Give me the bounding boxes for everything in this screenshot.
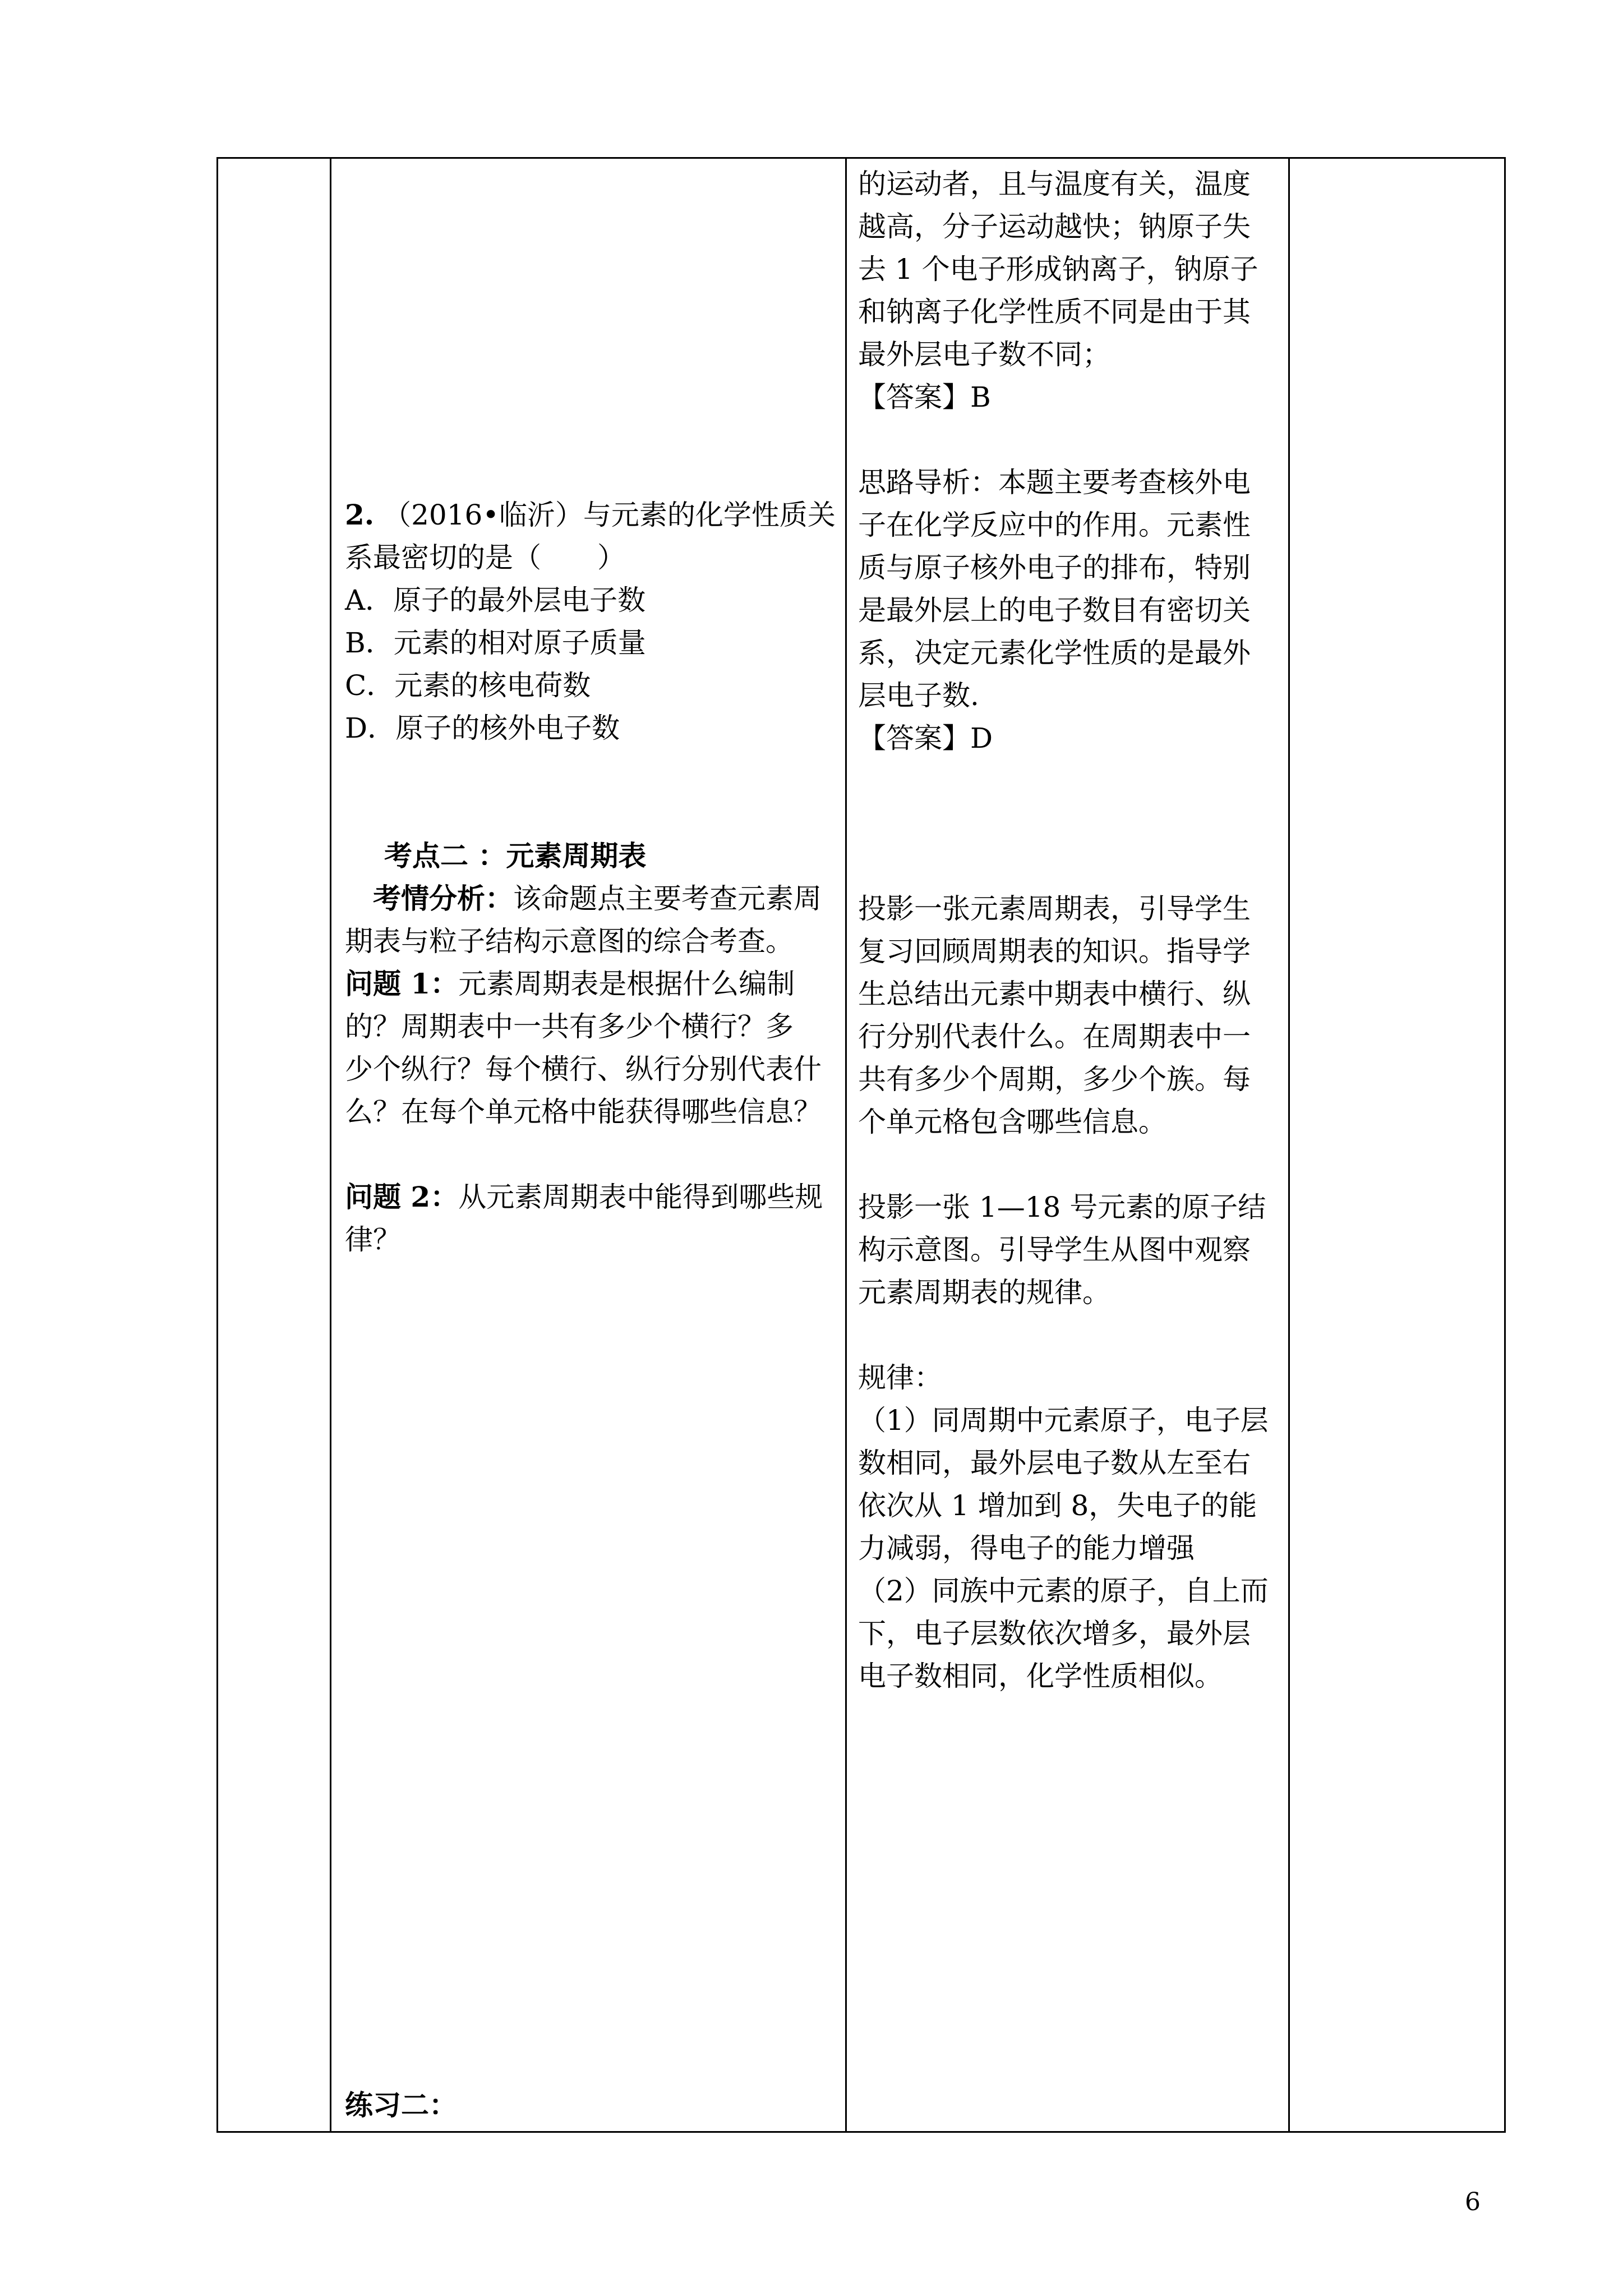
rule-line: 依次从 1 增加到 8，失电子的能: [858, 1489, 1257, 1522]
projection-2-line: 元素周期表的规律。: [858, 1276, 1110, 1309]
analysis-2-line: 质与原子核外电子的排布，特别: [858, 551, 1251, 584]
analysis-2-line: 是最外层上的电子数目有密切关: [858, 594, 1251, 627]
projection-1-line: 行分别代表什么。在周期表中一: [858, 1020, 1251, 1053]
topic-2-title: 考点二 ：元素周期表: [384, 839, 647, 872]
question-1-line: 少个纵行？每个横行、纵行分别代表什: [345, 1053, 822, 1085]
rule-line: （2）同族中元素的原子，自上而: [858, 1575, 1269, 1607]
projection-2-line: 构示意图。引导学生从图中观察: [858, 1234, 1251, 1266]
analysis-2-line: 层电子数.: [858, 679, 979, 712]
rule-line: 力减弱，得电子的能力增强: [858, 1532, 1195, 1565]
exercise-label: 练习二：: [345, 2088, 457, 2122]
question-2-line: 从元素周期表中能得到哪些规: [458, 1181, 823, 1213]
question-stem-line: （2016•临沂）与元素的化学性质关: [383, 499, 836, 531]
projection-1-line: 共有多少个周期，多少个族。每: [858, 1063, 1251, 1096]
explanation-line: 的运动者，且与温度有关，温度: [858, 168, 1251, 200]
explanation-line: 越高，分子运动越快；钠原子失: [858, 210, 1251, 243]
projection-2-line: 投影一张 1—18 号元素的原子结: [858, 1191, 1266, 1223]
answer-1: 【答案】B: [858, 381, 991, 413]
table-border-3: [845, 158, 847, 2133]
explanation-line: 最外层电子数不同；: [858, 338, 1110, 371]
explanation-line: 去 1 个电子形成钠离子，钠原子: [858, 253, 1258, 286]
page-number: 6: [1465, 2188, 1481, 2216]
analysis-line: 期表与粒子结构示意图的综合考查。: [345, 925, 794, 958]
question-stem-line: 系最密切的是（ ）: [345, 541, 625, 574]
option-c: C．元素的核电荷数: [345, 669, 591, 702]
answer-2: 【答案】D: [858, 722, 993, 754]
left-content-column: [345, 494, 838, 1261]
rule-line: 下，电子层数依次增多，最外层: [858, 1617, 1251, 1650]
table-border-2: [330, 158, 331, 2133]
analysis-2-line: 子在化学反应中的作用。元素性: [858, 509, 1251, 541]
question-2-label: 问题 2：: [345, 1180, 459, 1213]
table-border-4: [1288, 158, 1290, 2133]
question-2: [345, 494, 838, 749]
topic-2-section: [345, 835, 838, 1261]
projection-1-line: 复习回顾周期表的知识。指导学: [858, 935, 1251, 968]
question-2-line: 律？: [345, 1223, 401, 1256]
option-a: A．原子的最外层电子数: [345, 584, 646, 616]
question-1: [345, 963, 838, 1005]
table-bottom-border: [216, 2131, 1506, 2133]
analysis-paragraph: [345, 877, 838, 920]
rule-line: 电子数相同，化学性质相似。: [858, 1660, 1223, 1692]
rule-line: （1）同周期中元素原子，电子层: [858, 1404, 1269, 1437]
rule-line: 数相同，最外层电子数从左至右: [858, 1447, 1251, 1479]
question-2-stem: [345, 494, 838, 536]
analysis-label: 考情分析：: [373, 882, 513, 915]
projection-1-line: 生总结出元素中期表中横行、纵: [858, 978, 1251, 1010]
question-2-topic: [345, 1176, 838, 1218]
table-border-5: [1504, 158, 1506, 2133]
option-d: D．原子的核外电子数: [345, 712, 620, 744]
analysis-2-line: 思路导析：本题主要考查核外电: [858, 466, 1251, 499]
rules-label: 规律：: [858, 1361, 942, 1394]
option-b: B．元素的相对原子质量: [345, 627, 646, 659]
question-1-line: 的？周期表中一共有多少个横行？多: [345, 1010, 794, 1043]
projection-1-line: 投影一张元素周期表，引导学生: [858, 892, 1251, 925]
right-content-column: [858, 163, 1284, 1697]
analysis-line: 该命题点主要考查元素周: [513, 882, 822, 915]
projection-1-line: 个单元格包含哪些信息。: [858, 1106, 1166, 1138]
question-1-line: 么？在每个单元格中能获得哪些信息？: [345, 1096, 822, 1128]
question-1-line: 元素周期表是根据什么编制: [458, 968, 795, 1000]
analysis-2-line: 系，决定元素化学性质的是最外: [858, 637, 1251, 669]
table-border-1: [216, 158, 218, 2133]
question-number: 2.: [345, 498, 375, 531]
table-top-border: [216, 157, 1506, 159]
question-1-label: 问题 1：: [345, 967, 459, 1000]
explanation-line: 和钠离子化学性质不同是由于其: [858, 296, 1251, 328]
